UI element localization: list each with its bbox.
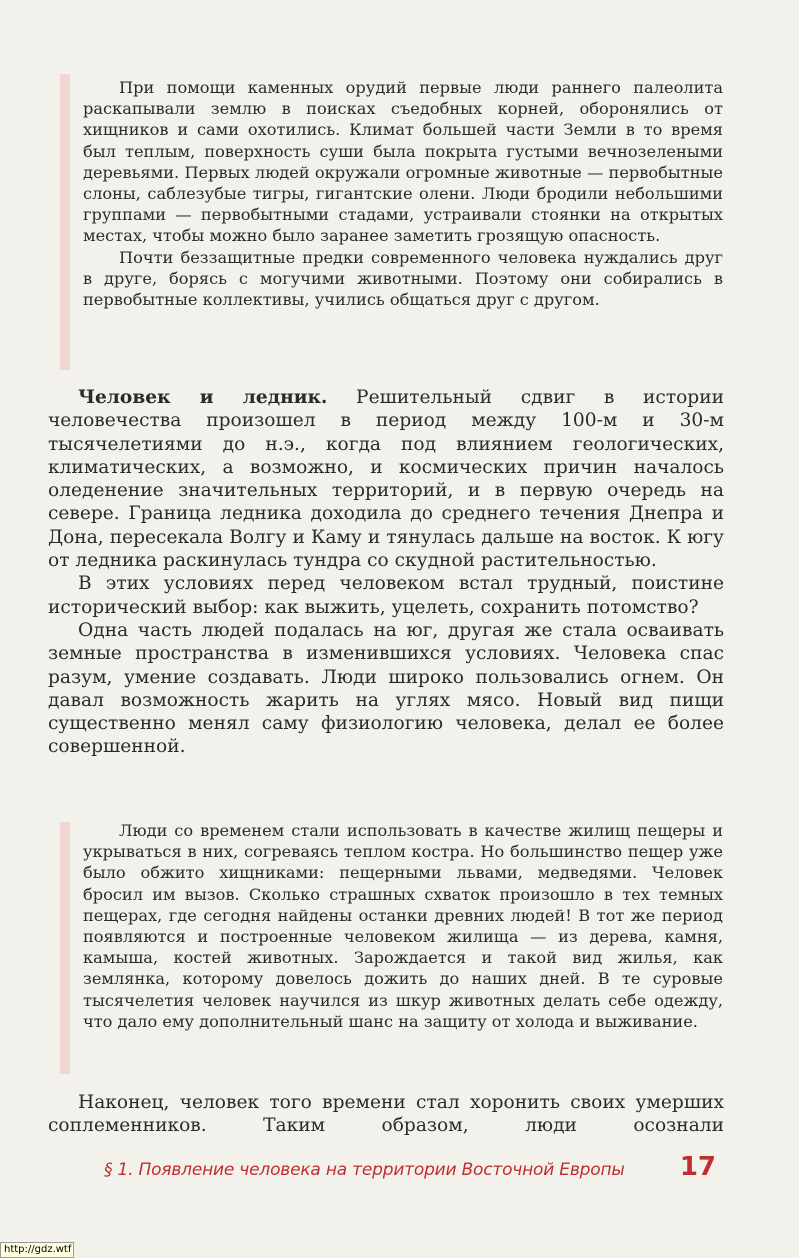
- paragraph: Люди со временем стали использовать в качестве жилищ пещеры и укрываться в них, согреваясь теплом костра. Но большинство пещер уже было обжито хищниками: пещерными львами, медведями. Человек бросил им вызов. Сколько страшных схваток произошло в тех темных пещерах, где сегодня найдены останки древних людей! В тот же период появляются и построенные человеком жилища — из дерева, камня, камыша, костей животных. Зарождается и такой вид жилья, как землянка, которому довелось дожить до наших дней. В те суровые тысячелетия человек научился из шкур животных делать себе одежду, что дало ему дополнительный шанс на защиту от холода и выживание.: [83, 821, 723, 1031]
- small-print-block-1: [83, 77, 723, 310]
- paragraph: Почти беззащитные предки современного человека нуждались друг в друге, борясь с могучими животными. Поэтому они собирались в первобытные коллективы, учились общаться друг с другом.: [83, 247, 723, 310]
- paragraph: Одна часть людей подалась на юг, другая же стала осваивать земные пространства в изменившихся условиях. Человека спас разум, умение создавать. Люди широко пользовались огнем. Он давал возможность жарить на углях мясо. Новый вид пищи существенно менял саму физиологию человека, делал ее более совершенной.: [48, 619, 724, 758]
- page-footer: [104, 1152, 716, 1182]
- paragraph: [48, 386, 724, 572]
- final-paragraph: [48, 1091, 724, 1138]
- margin-accent-bar: [60, 74, 70, 370]
- watermark-link[interactable]: http://gdz.wtf: [0, 1242, 74, 1258]
- page-number: 17: [679, 1152, 716, 1182]
- paragraph-text: Решительный сдвиг в истории человечества произошел в период между 100-м и 30-м тысячелетиями до н.э., когда под влиянием геологических, климатических, а возможно, и космических причин началось оледенение значительных территорий, и в первую очередь на севере. Граница ледника доходила до среднего течения Днепра и Дона, пересекала Волгу и Каму и тянулась дальше на восток. К югу от ледника раскинулась тундра со скудной растительностью.: [48, 387, 724, 572]
- section-ice-age: [48, 386, 724, 759]
- running-title: § 1. Появление человека на территории Восточной Европы: [104, 1160, 625, 1180]
- paragraph: Наконец, человек того времени стал хоронить своих умерших соплеменников. Таким образом, люди осознали: [48, 1092, 724, 1137]
- small-print-block-2: [83, 820, 723, 1032]
- margin-accent-bar: [60, 822, 70, 1074]
- section-heading: Человек и ледник.: [78, 387, 328, 408]
- paragraph: В этих условиях перед человеком встал трудный, поистине исторический выбор: как выжить, уцелеть, сохранить потомство?: [48, 573, 724, 618]
- paragraph: При помощи каменных орудий первые люди раннего палеолита раскапывали землю в поисках съедобных корней, оборонялись от хищников и сами охотились. Климат большей части Земли в то время был теплым, поверхность суши была покрыта густыми вечнозелеными деревьями. Первых людей окружали огромные животные — первобытные слоны, саблезубые тигры, гигантские олени. Люди бродили небольшими группами — первобытными стадами, устраивали стоянки на открытых местах, чтобы можно было заранее заметить грозящую опасность.: [83, 78, 723, 246]
